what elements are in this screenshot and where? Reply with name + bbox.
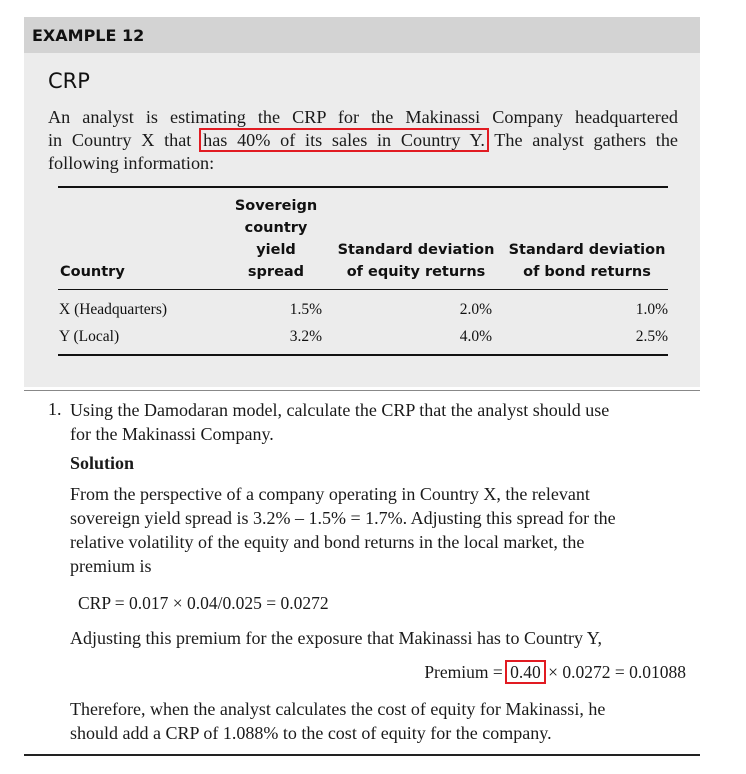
premium-formula-post: × 0.0272 = 0.01088	[543, 662, 686, 682]
solution-line-1: From the perspective of a company operating in Country X, the relevant	[70, 484, 590, 504]
intro-line-3: following information:	[48, 153, 215, 173]
table-cell-country: X (Headquarters)	[59, 301, 168, 318]
example-label: EXAMPLE 12	[32, 25, 145, 45]
table-cell-equity-sd: 2.0%	[459, 301, 492, 318]
intro-line-1: An analyst is estimating the CRP for the Makinassi Company headquartered	[48, 107, 678, 127]
table-cell-country: Y (Local)	[59, 328, 120, 345]
column-header-equity-sd: Standard deviation of equity returns	[337, 242, 495, 280]
example-header	[24, 17, 700, 53]
intro-line-2-pre: in Country X that	[48, 130, 202, 150]
question-number: 1.	[48, 399, 62, 419]
premium-formula	[424, 660, 686, 684]
column-header-spread: Sovereign country yield spread	[234, 198, 318, 280]
intro-line-2	[48, 129, 678, 152]
table-cell-spread: 3.2%	[289, 328, 322, 345]
column-header-country: Country	[60, 264, 125, 280]
premium-formula-pre: Premium =	[424, 662, 508, 682]
bottom-rule	[24, 754, 700, 756]
crp-formula: CRP = 0.017 × 0.04/0.025 = 0.0272	[78, 593, 329, 613]
column-header-bond-sd: Standard deviation of bond returns	[508, 242, 666, 280]
question-line-1: Using the Damodaran model, calculate the CRP that the analyst should use	[70, 400, 610, 420]
solution-label: Solution	[70, 453, 135, 473]
table-cell-bond-sd: 2.5%	[635, 328, 668, 345]
intro-line-2-post: The analyst gathers the	[484, 130, 679, 150]
table-header-rule	[58, 289, 668, 290]
conclusion-line-2: should add a CRP of 1.088% to the cost of equity for the company.	[70, 723, 552, 743]
table-cell-equity-sd: 4.0%	[459, 328, 492, 345]
conclusion-line-1: Therefore, when the analyst calculates the cost of equity for Makinassi, he	[70, 699, 606, 719]
section-title: CRP	[48, 69, 90, 93]
solution-line-3: relative volatility of the equity and bond returns in the local market, the	[70, 532, 585, 552]
table-bottom-rule	[58, 354, 668, 356]
intro-paragraph	[48, 106, 678, 175]
highlighted-weight: 0.40	[505, 660, 546, 684]
solution-line-4: premium is	[70, 556, 152, 576]
solution-line-2: sovereign yield spread is 3.2% – 1.5% = 1.7%. Adjusting this spread for the	[70, 508, 616, 528]
table-cell-spread: 1.5%	[289, 301, 322, 318]
table-top-rule	[58, 186, 668, 188]
section-divider	[24, 390, 700, 391]
question-line-2: for the Makinassi Company.	[70, 424, 274, 444]
highlighted-sales-share: has 40% of its sales in Country Y.	[199, 128, 489, 152]
table-cell-bond-sd: 1.0%	[635, 301, 668, 318]
adjust-line: Adjusting this premium for the exposure that Makinassi has to Country Y,	[70, 628, 602, 648]
